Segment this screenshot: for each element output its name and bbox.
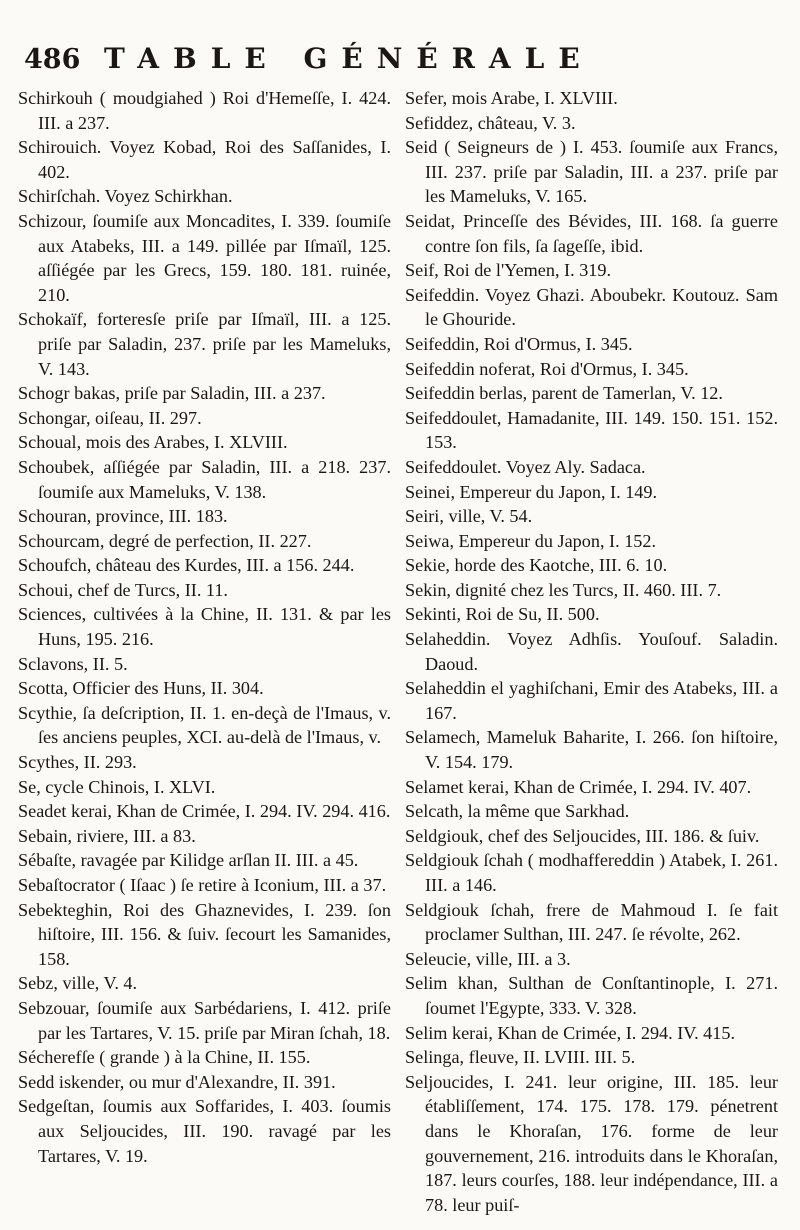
index-entry: Sciences, cultivées à la Chine, II. 131. & par les Huns, 195. 216. <box>18 604 391 650</box>
running-title: TABLE GÉNÉRALE <box>104 42 594 75</box>
index-entry: Schogr bakas, priſe par Saladin, III. a 237. <box>18 383 326 404</box>
page-number: 486 <box>24 44 81 75</box>
index-entry: Seif, Roi de l'Yemen, I. 319. <box>405 260 612 281</box>
index-entry: Seifeddin berlas, parent de Tamerlan, V. 12. <box>405 383 723 404</box>
index-entry: Sedd iskender, ou mur d'Alexandre, II. 391. <box>18 1071 336 1092</box>
index-entry: Schirkouh ( moudgiahed ) Roi d'Hemeſſe, I. 424. III. a 237. <box>18 88 391 133</box>
index-entry: Schoui, chef de Turcs, II. 11. <box>18 579 228 600</box>
index-entry: Sclavons, II. 5. <box>18 653 128 674</box>
index-entry: Scythes, II. 293. <box>18 752 137 773</box>
index-entry: Sebaſtocrator ( Iſaac ) ſe retire à Iconium, III. a 37. <box>18 875 387 895</box>
index-entry: Seljoucides, I. 241. leur origine, III. 185. leur établiſſement, 174. 175. 178. 179. pénetrent dans le Khoraſan, 176. forme de leur gouvernement, 216. introduits dans le Khoraſan, 187. leurs courſes, 188. leur indépendance, III. a 78. leur puiſ- <box>405 1071 778 1215</box>
index-columns <box>18 86 778 1217</box>
index-entry: Sefiddez, château, V. 3. <box>405 112 576 133</box>
index-entry: Seldgiouk ſchah, frere de Mahmoud I. ſe fait proclamer Sulthan, III. 247. ſe révolte, 262. <box>405 899 778 945</box>
index-entry: Seifeddoulet, Hamadanite, III. 149. 150. 151. 152. 153. <box>405 407 778 453</box>
index-entry: Se, cycle Chinois, I. XLVI. <box>18 776 216 797</box>
index-entry: Selim kerai, Khan de Crimée, I. 294. IV. 415. <box>405 1022 736 1043</box>
index-entry: Schouran, province, III. 183. <box>18 506 228 527</box>
index-entry: Schizour, ſoumiſe aux Moncadites, I. 339. ſoumiſe aux Atabeks, III. a 149. pillée par Iſmaïl, 125. aſſiégée par les Grecs, 159. 180. 181. ruinée, 210. <box>18 210 391 305</box>
index-entry: Selim khan, Sulthan de Conſtantinople, I. 271. ſoumet l'Egypte, 333. V. 328. <box>405 973 778 1018</box>
index-entry: Selcath, la même que Sarkhad. <box>405 801 630 822</box>
index-entry: Sebekteghin, Roi des Ghaznevides, I. 239. ſon hiſtoire, III. 156. & ſuiv. ſecourt les Samanides, 158. <box>18 899 391 969</box>
index-column-left <box>18 86 391 1217</box>
index-entry: Seid ( Seigneurs de ) I. 453. ſoumiſe aux Francs, III. 237. priſe par Saladin, III. a 237. priſe par les Mameluks, V. 165. <box>405 137 778 207</box>
index-entry: Schoufch, château des Kurdes, III. a 156. 244. <box>18 555 355 576</box>
index-entry: Selaheddin. Voyez Adhſis. Youſouf. Saladin. Daoud. <box>405 629 778 674</box>
index-entry: Seiri, ville, V. 54. <box>405 506 533 527</box>
index-entry: Sekin, dignité chez les Turcs, II. 460. III. 7. <box>405 579 722 600</box>
index-column-right <box>405 86 778 1217</box>
index-entry: Sébaſte, ravagée par Kilidge arſlan II. III. a 45. <box>18 850 359 871</box>
index-entry: Sefer, mois Arabe, I. XLVIII. <box>405 88 618 108</box>
index-entry: Seidat, Princeſſe des Bévides, III. 168. ſa guerre contre ſon fils, ſa ſageſſe, ibid. <box>405 210 778 256</box>
index-entry: Seldgiouk ſchah ( modhaffereddin ) Atabek, I. 261. III. a 146. <box>405 850 778 895</box>
index-entry: Seinei, Empereur du Japon, I. 149. <box>405 481 658 502</box>
index-entry: Schourcam, degré de perfection, II. 227. <box>18 530 312 551</box>
index-entry: Seleucie, ville, III. a 3. <box>405 948 571 969</box>
index-entry: Schokaïf, forteresſe priſe par Iſmaïl, III. a 125. priſe par Saladin, 237. priſe par les Mameluks, V. 143. <box>18 309 391 379</box>
index-entry: Sedgeſtan, ſoumis aux Soffarides, I. 403. ſoumis aux Seljoucides, III. 190. ravagé par les Tartares, V. 19. <box>18 1096 391 1166</box>
index-entry: Seiwa, Empereur du Japon, I. 152. <box>405 530 657 551</box>
index-entry: Selamet kerai, Khan de Crimée, I. 294. IV. 407. <box>405 776 752 797</box>
index-entry: Seifeddin, Roi d'Ormus, I. 345. <box>405 333 633 354</box>
index-entry: Selamech, Mameluk Baharite, I. 266. ſon hiſtoire, V. 154. 179. <box>405 727 778 773</box>
index-entry: Schirouich. Voyez Kobad, Roi des Saſſanides, I. 402. <box>18 137 391 182</box>
index-entry: Sekinti, Roi de Su, II. 500. <box>405 604 600 625</box>
index-entry: Schirſchah. Voyez Schirkhan. <box>18 186 233 207</box>
index-entry: Scotta, Officier des Huns, II. 304. <box>18 678 264 699</box>
index-entry: Selinga, fleuve, II. LVIII. III. 5. <box>405 1047 636 1068</box>
index-entry: Sebz, ville, V. 4. <box>18 973 138 994</box>
index-entry: Seifeddoulet. Voyez Aly. Sadaca. <box>405 456 646 477</box>
index-entry: Scythie, ſa deſcription, II. 1. en-deçà de l'Imaus, v. ſes anciens peuples, XCI. au-delà de l'Imaus, v. <box>18 702 391 748</box>
index-entry: Seifeddin noferat, Roi d'Ormus, I. 345. <box>405 358 689 379</box>
index-entry: Sebain, riviere, III. a 83. <box>18 825 196 846</box>
index-entry: Selaheddin el yaghiſchani, Emir des Atabeks, III. a 167. <box>405 678 778 723</box>
running-head <box>24 42 778 86</box>
index-entry: Seadet kerai, Khan de Crimée, I. 294. IV. 294. 416. <box>18 801 391 822</box>
index-entry: Schoual, mois des Arabes, I. XLVIII. <box>18 432 288 453</box>
index-entry: Sécherefſe ( grande ) à la Chine, II. 155. <box>18 1047 311 1068</box>
index-entry: Schongar, oiſeau, II. 297. <box>18 407 202 428</box>
index-entry: Schoubek, aſſiégée par Saladin, III. a 218. 237. ſoumiſe aux Mameluks, V. 138. <box>18 456 391 502</box>
index-entry: Seifeddin. Voyez Ghazi. Aboubekr. Koutouz. Sam le Ghouride. <box>405 284 778 330</box>
index-entry: Seldgiouk, chef des Seljoucides, III. 186. & ſuiv. <box>405 825 760 846</box>
index-entry: Sekie, horde des Kaotche, III. 6. 10. <box>405 555 668 576</box>
index-entry: Sebzouar, ſoumiſe aux Sarbédariens, I. 412. priſe par les Tartares, V. 15. priſe par Miran ſchah, 18. <box>18 997 391 1043</box>
